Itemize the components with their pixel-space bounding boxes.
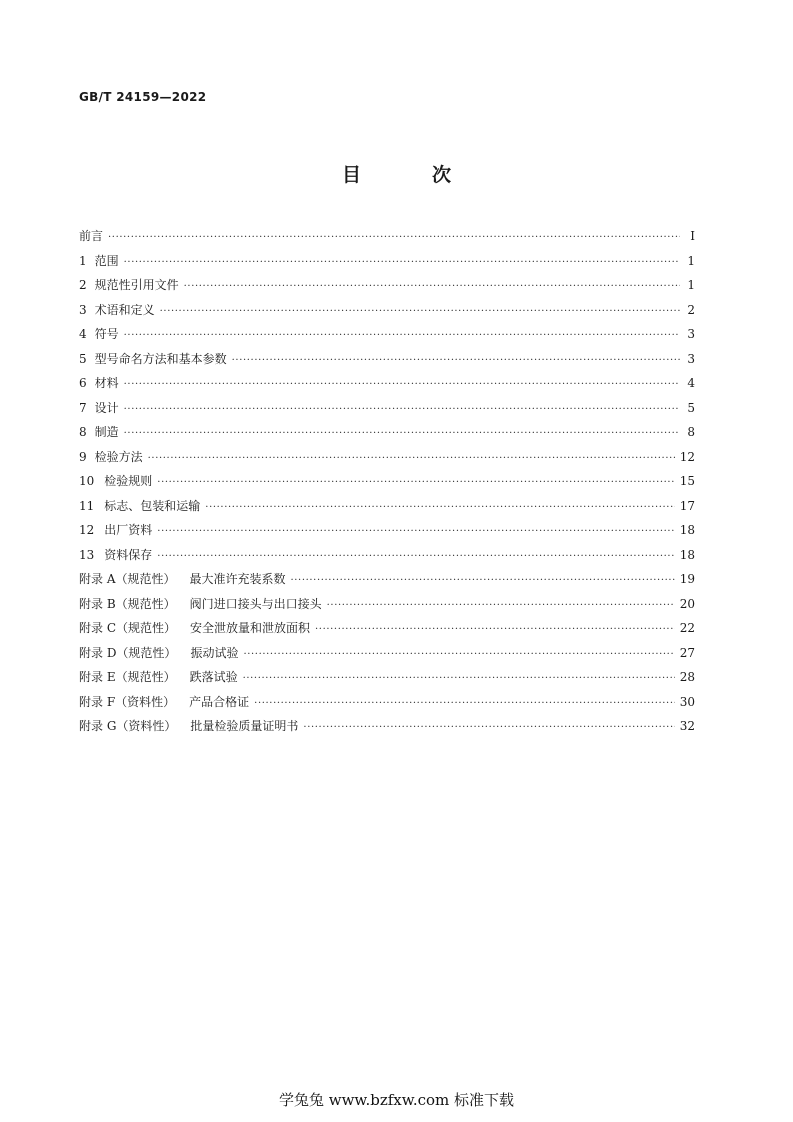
toc-section-number: 2	[79, 278, 87, 292]
toc-section-number: 6	[79, 376, 87, 390]
toc-page-number: 5	[687, 400, 695, 415]
toc-section-number: 3	[79, 302, 87, 317]
toc-page-number: 32	[679, 719, 695, 733]
toc-page-number: 12	[679, 449, 695, 464]
toc-leader	[148, 447, 675, 472]
toc-page-number: 8	[687, 425, 695, 439]
footer-watermark: 学兔兔 www.bzfxw.com 标准下载	[278, 1091, 515, 1109]
toc-label: 阀门进口接头与出口接头	[189, 596, 322, 611]
toc-page-number: 2	[687, 302, 695, 317]
toc-entry-1[interactable]	[79, 249, 695, 274]
toc-section-number: 13	[79, 547, 95, 562]
toc-label: 前言	[79, 229, 104, 243]
toc-section-number: 10	[79, 474, 95, 488]
toc-leader	[124, 373, 680, 398]
toc-entry-annex-b[interactable]	[79, 592, 695, 617]
toc-annex-tag: 附录 C（规范性）	[79, 621, 176, 635]
toc-entry-12[interactable]	[79, 518, 695, 543]
toc-leader	[205, 496, 674, 521]
toc-leader	[157, 471, 674, 496]
toc-entry-5[interactable]	[79, 347, 695, 372]
toc-label: 安全泄放量和泄放面积	[190, 621, 311, 635]
toc-section-number: 1	[79, 253, 87, 268]
toc-leader	[303, 716, 674, 741]
toc-entry-annex-a[interactable]	[79, 567, 695, 592]
toc-label: 材料	[94, 376, 119, 390]
toc-section-number: 8	[79, 425, 87, 439]
toc-leader	[291, 569, 675, 594]
toc-entry-7[interactable]	[79, 396, 695, 421]
toc-page-number: 4	[687, 376, 695, 390]
toc-page-number: 20	[679, 596, 695, 611]
toc-leader	[254, 692, 675, 717]
toc-section-number: 7	[79, 400, 87, 415]
toc-label: 跌落试验	[189, 670, 238, 684]
toc-page-number: 27	[679, 645, 695, 660]
standard-code: GB/T 24159—2022	[79, 90, 207, 104]
table-of-contents	[79, 224, 695, 739]
toc-page-number: 15	[679, 474, 695, 488]
toc-leader	[124, 251, 680, 276]
toc-entry-annex-f[interactable]	[79, 690, 695, 715]
toc-label: 振动试验	[190, 645, 239, 660]
toc-annex-tag: 附录 E（规范性）	[79, 670, 176, 684]
toc-page-number: 22	[679, 621, 695, 635]
toc-leader	[243, 667, 675, 692]
toc-section-number: 12	[79, 523, 95, 537]
toc-entry-11[interactable]	[79, 494, 695, 519]
toc-annex-tag: 附录 A（规范性）	[79, 572, 176, 586]
toc-label: 产品合格证	[189, 694, 250, 709]
toc-label: 资料保存	[104, 547, 153, 562]
toc-entry-9[interactable]	[79, 445, 695, 470]
toc-leader	[232, 349, 680, 374]
toc-leader	[160, 300, 680, 325]
toc-label: 设计	[94, 400, 119, 415]
toc-entry-6[interactable]	[79, 371, 695, 396]
toc-section-number: 4	[79, 327, 87, 341]
toc-label: 型号命名方法和基本参数	[94, 351, 227, 366]
toc-page-number: 1	[687, 253, 695, 268]
toc-leader	[243, 643, 674, 668]
toc-label: 检验方法	[94, 449, 143, 464]
toc-section-number: 5	[79, 351, 87, 366]
toc-page-number: 17	[679, 498, 695, 513]
toc-page-number: 18	[679, 523, 695, 537]
page-title: 目 次	[341, 164, 477, 186]
toc-leader	[124, 324, 680, 349]
toc-label: 规范性引用文件	[94, 278, 179, 292]
toc-page-number: 28	[679, 670, 695, 684]
toc-label: 范围	[94, 253, 119, 268]
toc-section-number: 9	[79, 449, 87, 464]
toc-annex-tag: 附录 D（规范性）	[79, 645, 177, 660]
toc-label: 标志、包装和运输	[104, 498, 201, 513]
toc-leader	[184, 275, 680, 300]
toc-leader	[124, 398, 680, 423]
toc-label: 术语和定义	[94, 302, 155, 317]
toc-entry-annex-e[interactable]	[79, 665, 695, 690]
toc-label: 出厂资料	[104, 523, 153, 537]
toc-page-number: 18	[679, 547, 695, 562]
toc-label: 符号	[94, 327, 119, 341]
toc-annex-tag: 附录 G（资料性）	[79, 719, 177, 733]
toc-page-number: 3	[687, 351, 695, 366]
toc-entry-10[interactable]	[79, 469, 695, 494]
toc-label: 检验规则	[104, 474, 153, 488]
toc-leader	[157, 520, 674, 545]
toc-entry-3[interactable]	[79, 298, 695, 323]
toc-entry-13[interactable]	[79, 543, 695, 568]
toc-page-number: Ⅰ	[690, 229, 695, 243]
toc-entry-2[interactable]	[79, 273, 695, 298]
toc-annex-tag: 附录 F（资料性）	[79, 694, 176, 709]
toc-leader	[124, 422, 680, 447]
toc-page-number: 19	[679, 572, 695, 586]
toc-entry-8[interactable]	[79, 420, 695, 445]
toc-label: 最大准许充装系数	[189, 572, 286, 586]
toc-entry-annex-d[interactable]	[79, 641, 695, 666]
toc-page-number: 1	[687, 278, 695, 292]
toc-leader	[315, 618, 675, 643]
toc-entry-foreword[interactable]	[79, 224, 695, 249]
toc-section-number: 11	[79, 498, 95, 513]
toc-page-number: 30	[679, 694, 695, 709]
toc-leader	[327, 594, 675, 619]
toc-leader	[157, 545, 674, 570]
toc-label: 制造	[94, 425, 119, 439]
toc-entry-annex-g[interactable]	[79, 714, 695, 739]
toc-entry-4[interactable]	[79, 322, 695, 347]
toc-label: 批量检验质量证明书	[190, 719, 299, 733]
toc-leader	[108, 226, 680, 251]
toc-annex-tag: 附录 B（规范性）	[79, 596, 176, 611]
toc-entry-annex-c[interactable]	[79, 616, 695, 641]
toc-page-number: 3	[687, 327, 695, 341]
